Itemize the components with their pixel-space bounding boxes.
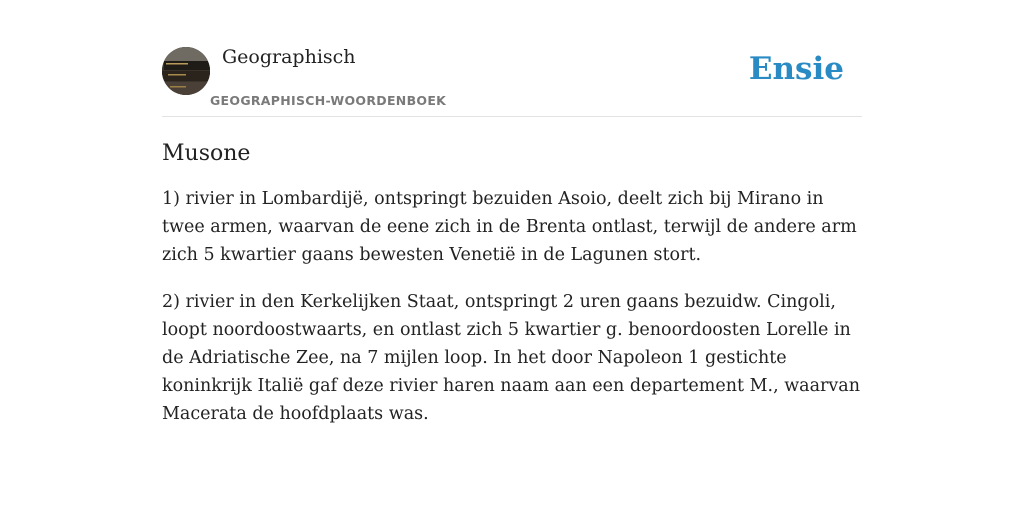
source-avatar[interactable] [162,47,210,95]
entry-title: Musone [162,141,251,166]
source-header [162,46,862,117]
ensie-logo-link[interactable]: Ensie [748,51,844,87]
source-subtitle[interactable]: GEOGRAPHISCH-WOORDENBOEK [210,93,447,108]
source-title[interactable]: Geographisch [222,46,356,68]
entry-paragraph: 1) rivier in Lombardijë, ontspringt bezuiden Asoio, deelt zich bij Mirano in twee armen, waarvan de eene zich in de Brenta ontlast, terwijl de andere arm zich 5 kwartier gaans bewesten Venetië in de Lagunen stort. [162,189,857,265]
book-stack-image [162,47,210,95]
entry-content [162,138,862,447]
entry-paragraph: 2) rivier in den Kerkelijken Staat, ontspringt 2 uren gaans bezuidw. Cingoli, loopt noordoostwaarts, en ontlast zich 5 kwartier g. benoordoosten Lorelle in de Adriatische Zee, na 7 mijlen loop. In het door Napoleon 1 gestichte koninkrijk Italië gaf deze rivier haren naam aan een departement M., waarvan Macerata de hoofdplaats was. [162,292,861,424]
